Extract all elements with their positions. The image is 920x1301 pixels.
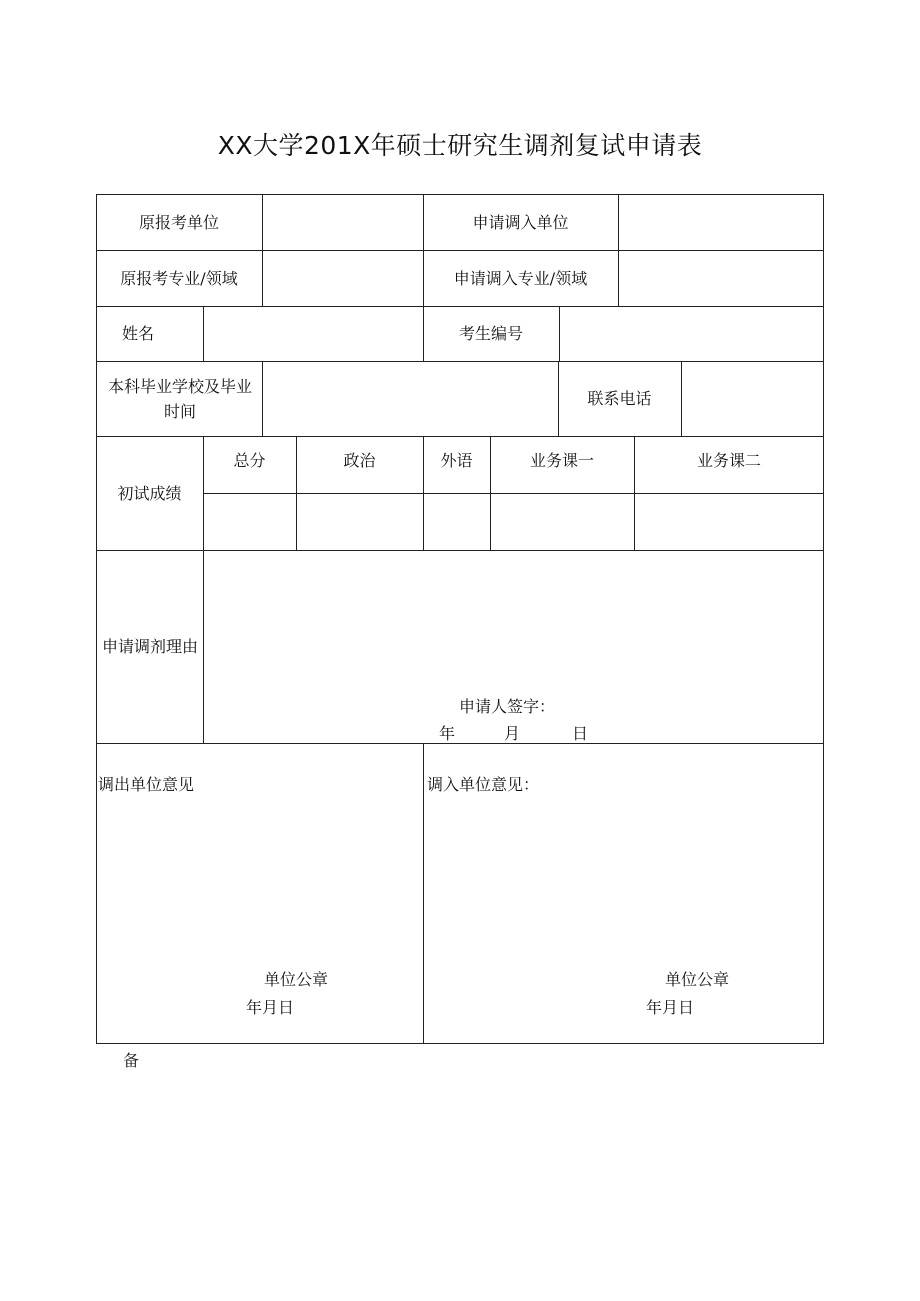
score-politics-input[interactable] [297, 494, 423, 550]
score-total-input[interactable] [204, 494, 296, 550]
note-label: 备 [123, 1051, 140, 1070]
original-major-label: 原报考专业/领域 [120, 268, 238, 288]
out-unit-seal-label: 单位公章 [264, 970, 329, 989]
name-input[interactable] [204, 307, 423, 361]
undergrad-input[interactable] [263, 362, 558, 436]
reason-month-label: 月 [504, 724, 521, 743]
out-unit-date-label: 年月日 [246, 998, 295, 1017]
score-col-course1: 业务课一 [529, 451, 594, 470]
undergrad-label: 本科毕业学校及毕业时间 [107, 376, 252, 421]
reason-year-label: 年 [439, 724, 456, 743]
apply-major-label: 申请调入专业/领域 [453, 268, 588, 288]
scores-label: 初试成绩 [117, 483, 182, 503]
phone-input[interactable] [682, 362, 823, 436]
form-title: XX大学201X年硕士研究生调剂复试申请表 [217, 131, 703, 160]
reason-input[interactable] [204, 551, 823, 681]
score-course1-input[interactable] [491, 494, 634, 550]
score-col-politics: 政治 [343, 451, 376, 470]
in-unit-opinion-input[interactable] [424, 799, 823, 959]
score-col-language: 外语 [440, 451, 473, 470]
reason-label: 申请调剂理由 [101, 637, 198, 656]
out-unit-opinion-label: 调出单位意见 [98, 775, 195, 794]
signature-label: 申请人签字： [459, 697, 556, 716]
score-course2-input[interactable] [635, 494, 823, 550]
out-unit-opinion-input[interactable] [97, 799, 423, 959]
in-unit-seal-label: 单位公章 [665, 970, 730, 989]
exam-no-input[interactable] [560, 307, 823, 361]
apply-unit-label: 申请调入单位 [472, 212, 569, 232]
score-language-input[interactable] [424, 494, 490, 550]
apply-unit-input[interactable] [619, 195, 823, 250]
score-col-total: 总分 [233, 451, 266, 470]
original-major-input[interactable] [263, 251, 423, 306]
name-label: 姓名 [122, 324, 155, 343]
original-unit-input[interactable] [263, 195, 423, 250]
reason-day-label: 日 [572, 724, 589, 743]
in-unit-opinion-label: 调入单位意见： [427, 775, 540, 794]
exam-no-label: 考生编号 [458, 324, 523, 343]
application-form [96, 194, 824, 1044]
apply-major-input[interactable] [619, 251, 823, 306]
score-col-course2: 业务课二 [696, 451, 761, 470]
original-unit-label: 原报考单位 [138, 212, 219, 232]
phone-label: 联系电话 [587, 389, 652, 408]
in-unit-date-label: 年月日 [646, 998, 695, 1017]
